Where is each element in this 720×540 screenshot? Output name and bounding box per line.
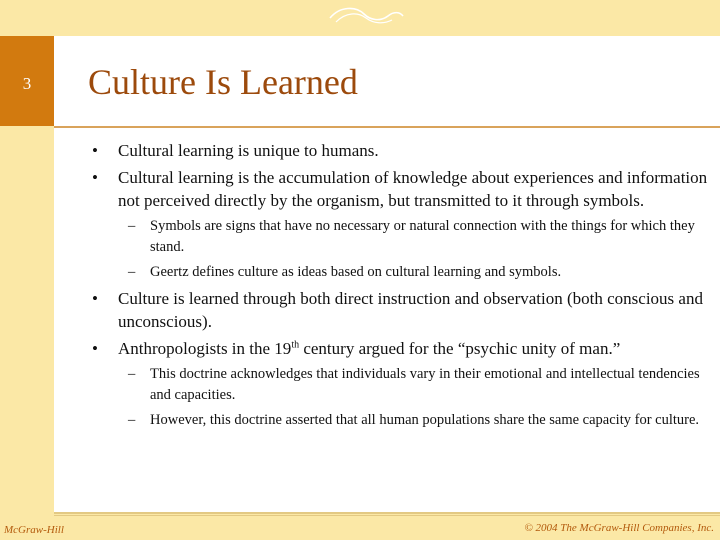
sub-bullet-list <box>118 216 718 283</box>
sub-bullet-item <box>118 410 718 431</box>
dash-icon: – <box>128 366 136 382</box>
dash-icon: – <box>128 264 136 280</box>
sub-bullet-item <box>118 262 718 283</box>
top-band <box>0 0 720 36</box>
sub-bullet-list <box>118 364 718 431</box>
sub-bullet-item <box>118 216 718 258</box>
bullet-item <box>92 287 718 333</box>
content-area <box>54 128 720 512</box>
bullet-text-end: century argued for the “psychic unity of man.” <box>299 339 621 358</box>
dash-icon: – <box>128 412 136 428</box>
bullet-text: Culture is learned through both direct instruction and observation (both conscious and unconscious). <box>118 289 703 331</box>
sub-bullet-text: However, this doctrine asserted that all human populations share the same capacity for culture. <box>150 412 700 428</box>
bullet-text: Cultural learning is unique to humans. <box>118 141 379 160</box>
ordinal-superscript: th <box>291 339 300 351</box>
bullet-icon: • <box>92 168 98 187</box>
bullet-item <box>92 337 718 431</box>
footer-publisher: McGraw-Hill <box>4 524 64 536</box>
sub-bullet-text: This doctrine acknowledges that individuals vary in their emotional and intellectual tendencies and capacities. <box>150 366 700 403</box>
left-strip <box>0 126 54 518</box>
bullet-icon: • <box>92 289 98 308</box>
slide-title: Culture Is Learned <box>88 62 358 102</box>
bullet-text-start: Anthropologists in the 19 <box>118 339 292 358</box>
footer-divider <box>54 512 720 514</box>
bullet-item <box>92 166 718 283</box>
slide-number: 3 <box>22 74 32 93</box>
footer-divider-thin <box>54 515 720 516</box>
bullet-list <box>92 139 718 435</box>
bullet-item <box>92 139 718 162</box>
bullet-text: Cultural learning is the accumulation of knowledge about experiences and information not perceived directly by the organism, but transmitted to it through symbols. <box>118 168 708 210</box>
sub-bullet-text: Geertz defines culture as ideas based on cultural learning and symbols. <box>150 264 562 280</box>
sub-bullet-text: Symbols are signs that have no necessary or natural connection with the things for which they stand. <box>150 218 695 255</box>
dash-icon: – <box>128 218 136 234</box>
bullet-icon: • <box>92 141 98 160</box>
bullet-icon: • <box>92 339 98 358</box>
footer-copyright: © 2004 The McGraw-Hill Companies, Inc. <box>524 522 714 534</box>
sub-bullet-item <box>118 364 718 406</box>
bullet-text <box>118 339 620 358</box>
swirl-ornament-icon <box>326 2 406 30</box>
